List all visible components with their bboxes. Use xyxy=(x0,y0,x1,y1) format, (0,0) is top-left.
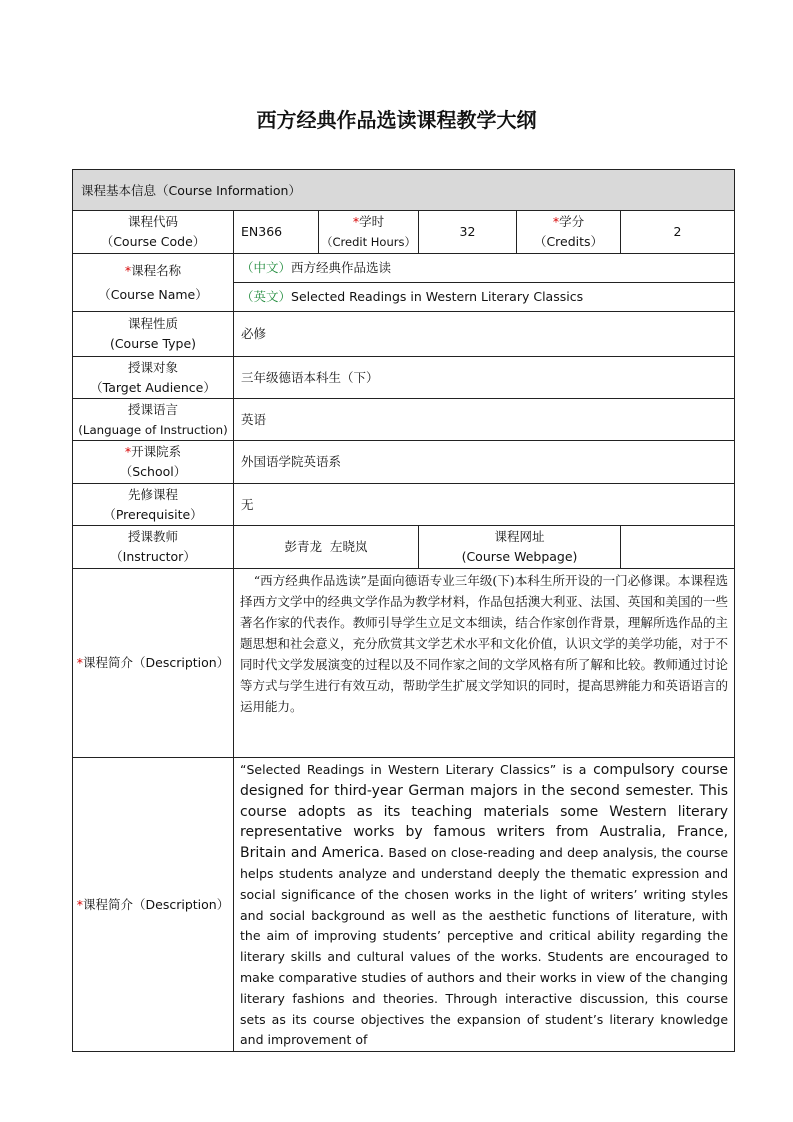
required-mark: * xyxy=(124,444,132,459)
language-value: 英语 xyxy=(234,399,735,441)
school-label: *开课院系 （School） xyxy=(73,441,234,484)
course-name-en: （英文）Selected Readings in Western Literary Classics xyxy=(234,283,735,312)
instructor-value: 彭青龙 左晓岚 xyxy=(234,526,419,569)
required-mark: * xyxy=(76,896,84,912)
course-code-label: 课程代码 （Course Code） xyxy=(73,211,234,254)
webpage-label: 课程网址 (Course Webpage) xyxy=(419,526,621,569)
page-title: 西方经典作品选读课程教学大纲 xyxy=(256,108,537,132)
instructor-label: 授课教师 （Instructor） xyxy=(73,526,234,569)
section-header: 课程基本信息（Course Information） xyxy=(73,170,735,211)
course-name-zh: （中文）西方经典作品选读 xyxy=(234,254,735,283)
description-zh-label: *课程简介（Description） xyxy=(73,569,234,758)
credit-hours-value: 32 xyxy=(419,211,517,254)
required-mark: * xyxy=(352,214,360,229)
webpage-value[interactable] xyxy=(621,526,735,569)
credits-value: 2 xyxy=(621,211,735,254)
language-label: 授课语言 (Language of Instruction) xyxy=(73,399,234,441)
required-mark: * xyxy=(124,262,132,278)
prerequisite-label: 先修课程 （Prerequisite） xyxy=(73,484,234,526)
course-type-label: 课程性质 (Course Type) xyxy=(73,312,234,357)
target-audience-value: 三年级德语本科生（下） xyxy=(234,357,735,399)
target-audience-label: 授课对象 （Target Audience） xyxy=(73,357,234,399)
course-name-label: *课程名称 （Course Name） xyxy=(73,254,234,312)
required-mark: * xyxy=(76,655,84,670)
required-mark: * xyxy=(552,214,560,229)
course-code-value: EN366 xyxy=(234,211,319,254)
school-value: 外国语学院英语系 xyxy=(234,441,735,484)
prerequisite-value: 无 xyxy=(234,484,735,526)
credits-label: *学分 （Credits） xyxy=(517,211,621,254)
description-en-label: *课程简介（Description） xyxy=(73,758,234,1052)
description-zh: “西方经典作品选读”是面向德语专业三年级(下)本科生所开设的一门必修课。本课程选择西方文学中的经典文学作品为教学材料，作品包括澳大利亚、法国、英国和美国的一些著名作家的代表作。教师引导学生立足文本细读，结合作家创作背景，理解所选作品的主题思想和社会意义，充分欣赏其文学艺术水平和文化价值，认识文学的美学功能，对于不同时代文学发展演变的过程以及不同作家之间的文学风格有所了解和比较。教师通过讨论等方式与学生进行有效互动，帮助学生扩展文学知识的同时，提高思辨能力和英语语言的运用能力。 xyxy=(234,569,735,758)
course-info-table xyxy=(72,169,735,1052)
course-type-value: 必修 xyxy=(234,312,735,357)
description-en: “Selected Readings in Western Literary Classics” is a compulsory course designed for third-year German majors in the second semester. This course adopts as its teaching materials some Western literary representative works by famous writers from Australia, France, Britain and America. Based on close-reading and deep analysis, the course helps students analyze and understand deeply the thematic expression and social significance of the chosen works in the light of writers’ writing styles and social background as well as the aesthetic functions of literature, with the aim of improving students’ perceptive and critical ability regarding the literary skills and cultural values of the works. Students are encouraged to make comparative studies of authors and their works in view of the changing literary fashions and theories. Through interactive discussion, this course sets as its course objectives the expansion of student’s literary knowledge and improvement of xyxy=(234,758,735,1052)
credit-hours-label: *学时 （Credit Hours） xyxy=(319,211,419,254)
